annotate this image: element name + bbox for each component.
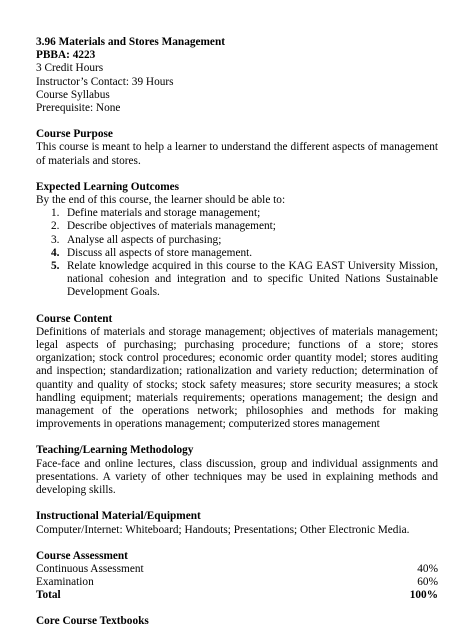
outcome-number: 1. [51, 207, 60, 220]
outcome-text: Define materials and storage management; [67, 207, 261, 220]
outcome-item [36, 234, 438, 247]
outcome-number: 4. [51, 246, 60, 259]
assessment-heading: Course Assessment [36, 549, 128, 562]
course-code: PBBA: 4223 [36, 49, 96, 62]
content-text: Definitions of materials and storage management; objectives of materials management; legal aspects of purchasing; purchasing procedure; functions of a store; stores organization; stock control procedures; economic order quantity model; stores auditing and inspection; standardization; rationalization and variety reduction; determination of quantity and quality of stocks; stock safety measures; store security measures; a stock handling equipment; materials requirements; operations management; the design and management of the operations network; philosophies and methods for making improvements in operations management; computerized stores management [36, 325, 438, 431]
material-text: Computer/Internet: Whiteboard; Handouts; Presentations; Other Electronic Media. [36, 523, 410, 536]
assessment-row [36, 576, 438, 589]
purpose-heading: Course Purpose [36, 128, 113, 141]
assessment-row [36, 563, 438, 576]
syllabus-page [36, 36, 438, 629]
outcomes-intro: By the end of this course, the learner should be able to: [36, 194, 286, 207]
assessment-value: 60% [417, 576, 438, 589]
purpose-text: This course is meant to help a learner to understand the different aspects of management of materials and stores. [36, 141, 438, 167]
assessment-table [36, 563, 438, 603]
outcome-text: Relate knowledge acquired in this course to the KAG EAST University Mission, national cohesion and integration and to specific United Nations Sustainable Development Goals. [67, 260, 438, 299]
outcome-number: 3. [51, 233, 60, 246]
methodology-heading: Teaching/Learning Methodology [36, 444, 194, 457]
textbooks-heading: Core Course Textbooks [36, 615, 149, 628]
outcome-text: Describe objectives of materials management; [67, 220, 276, 233]
outcome-text: Analyse all aspects of purchasing; [67, 233, 222, 246]
assessment-value: 100% [409, 589, 438, 602]
outcome-text: Discuss all aspects of store management. [67, 246, 253, 259]
outcome-item [36, 260, 438, 300]
prerequisite: Prerequisite: None [36, 102, 121, 115]
outcome-item [36, 220, 438, 233]
outcomes-list [36, 207, 438, 299]
outcome-number: 5. [51, 260, 60, 273]
methodology-text: Face-face and online lectures, class discussion, group and individual assignments and presentations. A variety of other techniques may be used in explaining methods and developing skills. [36, 457, 438, 497]
credit-hours: 3 Credit Hours [36, 62, 104, 75]
content-heading: Course Content [36, 312, 113, 325]
outcomes-heading: Expected Learning Outcomes [36, 180, 180, 193]
assessment-label: Examination [36, 576, 94, 589]
assessment-label: Continuous Assessment [36, 562, 144, 575]
instructor-contact: Instructor’s Contact: 39 Hours [36, 75, 174, 88]
outcome-number: 2. [51, 220, 60, 233]
outcome-item [36, 247, 438, 260]
material-heading: Instructional Material/Equipment [36, 510, 201, 523]
assessment-total-row [36, 589, 438, 602]
assessment-value: 40% [417, 562, 438, 575]
assessment-label: Total [36, 589, 61, 602]
course-title: 3.96 Materials and Stores Management [36, 36, 225, 48]
course-syllabus-label: Course Syllabus [36, 88, 110, 101]
outcome-item [36, 207, 438, 220]
